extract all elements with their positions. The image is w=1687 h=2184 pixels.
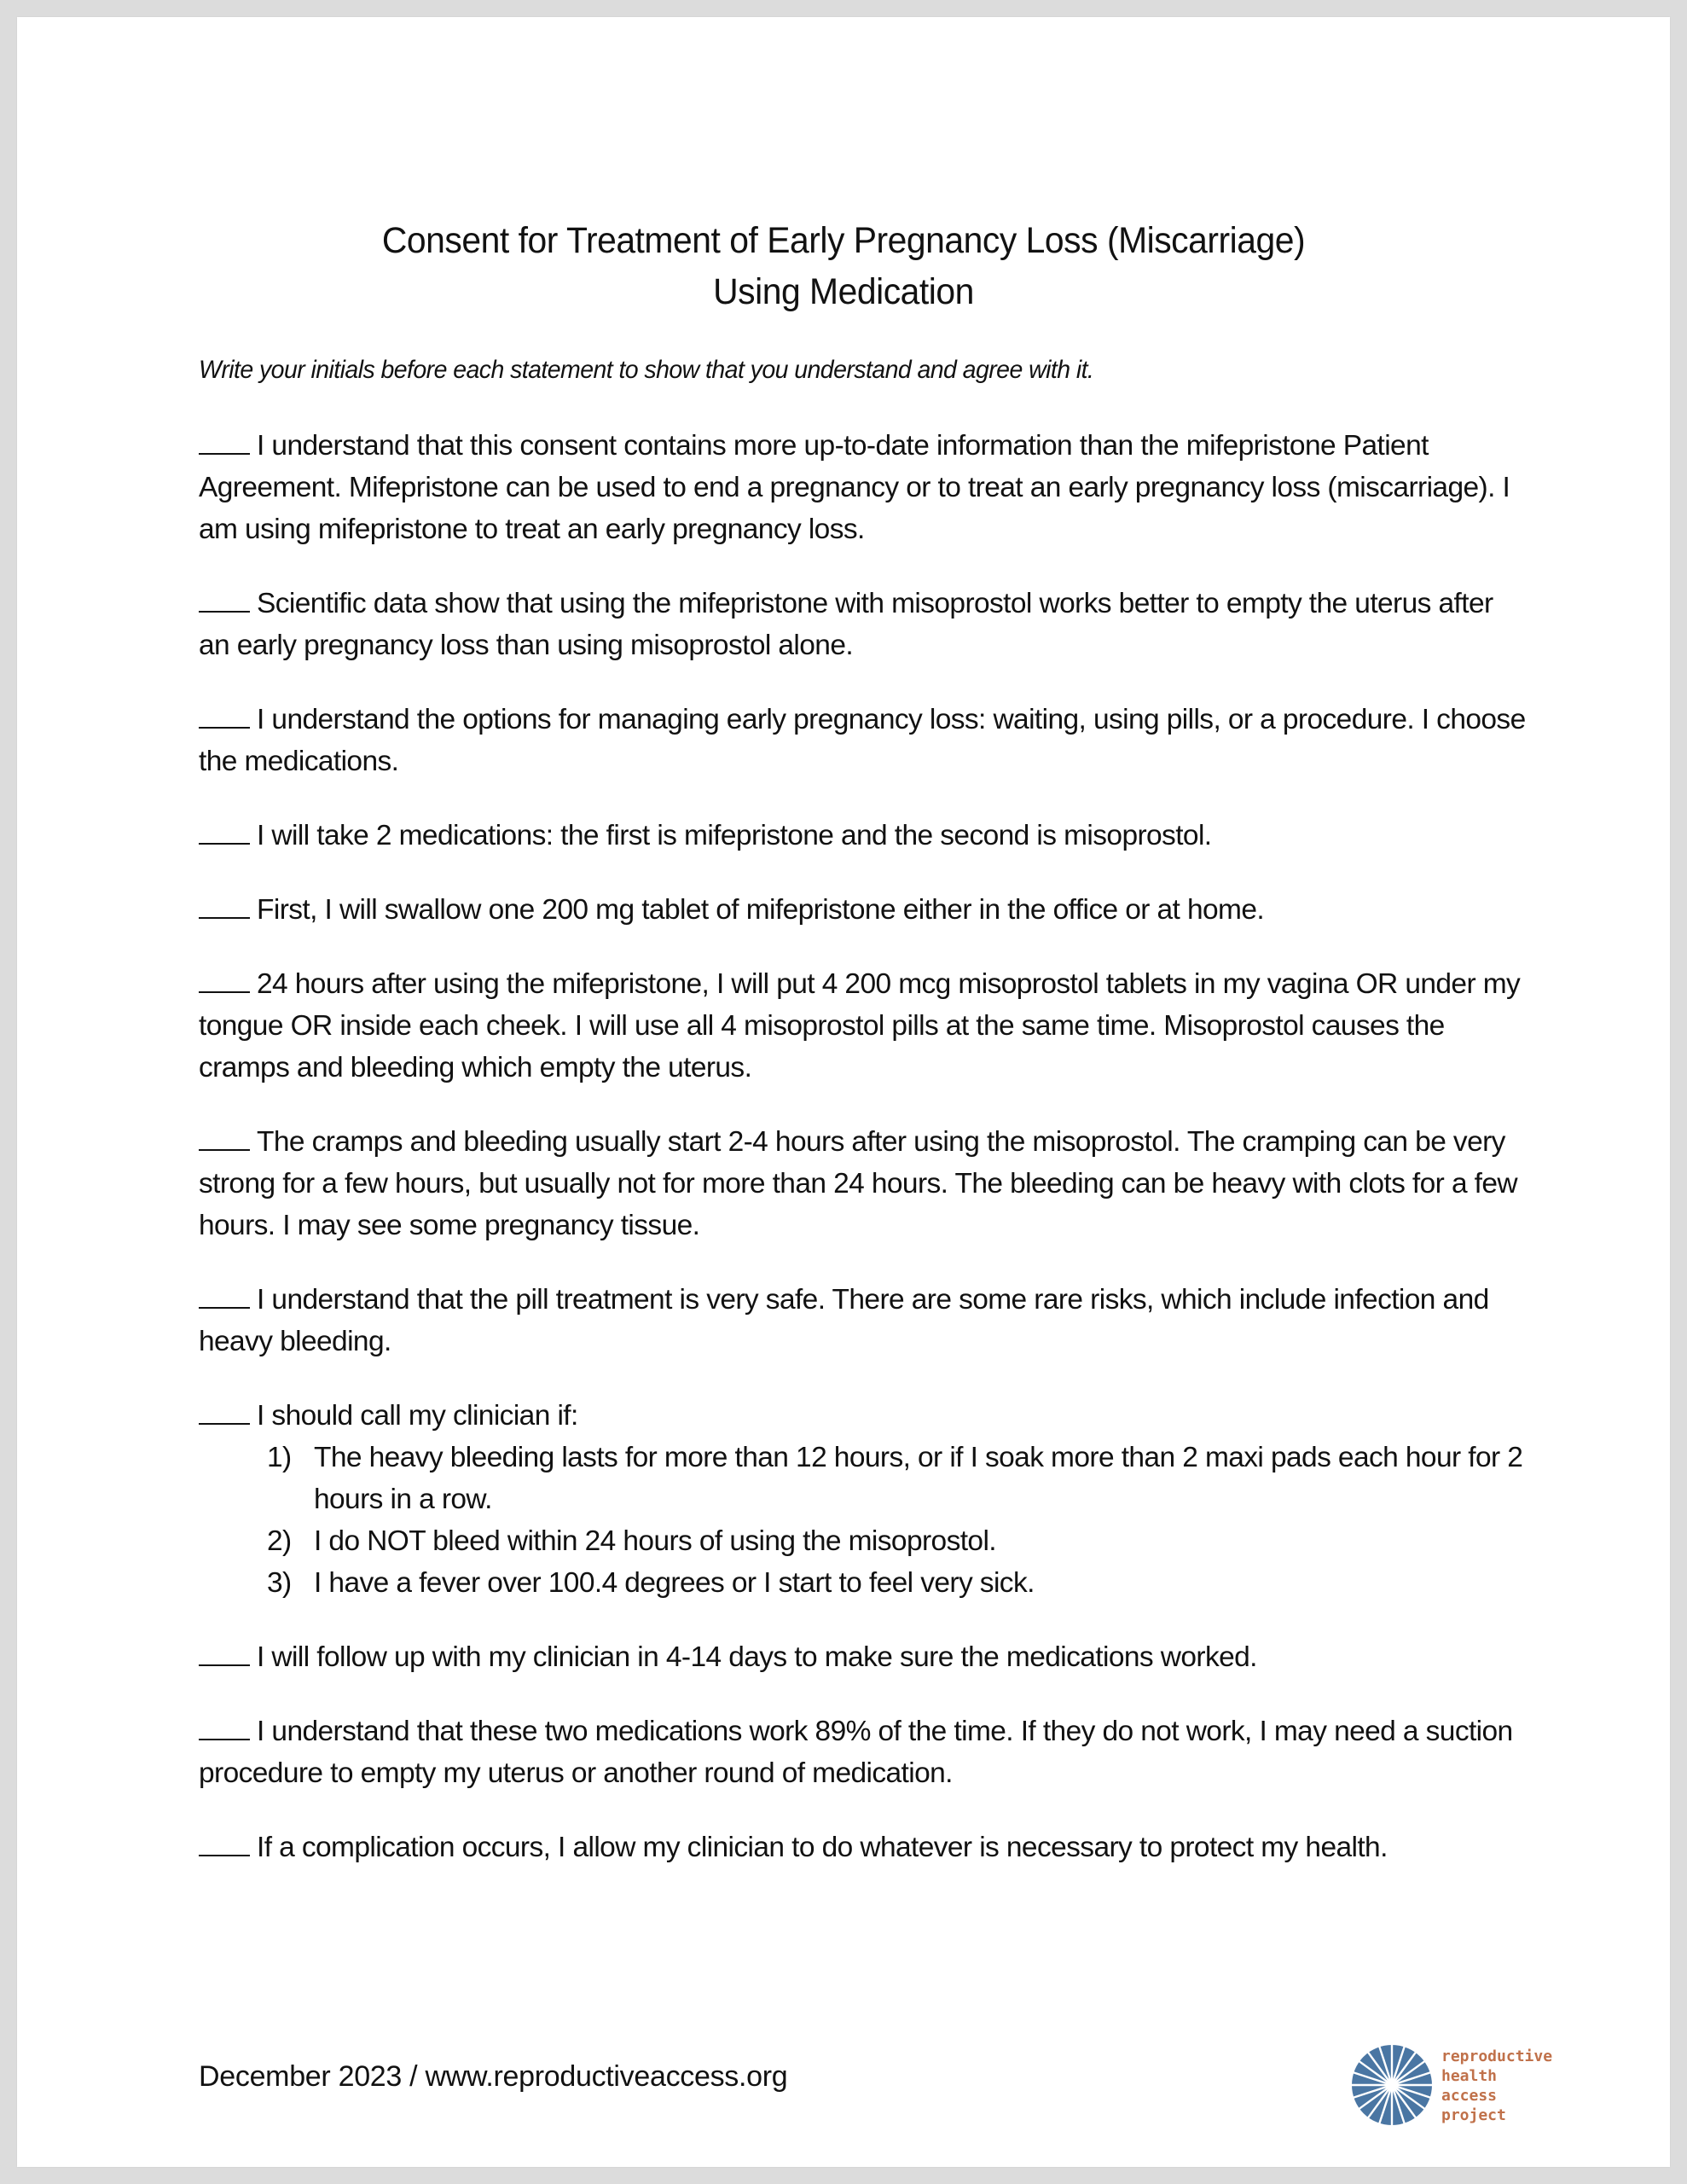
statement: I understand that the pill treatment is very safe. There are some rare risks, which include infection and heavy bleeding. xyxy=(199,1284,1489,1357)
statement: If a complication occurs, I allow my clinician to do whatever is necessary to protect my health. xyxy=(199,1827,1529,1868)
instructions-text: Write your initials before each statement to show that you understand and agree with it. xyxy=(199,356,1094,384)
statement: Scientific data show that using the mifepristone with misoprostol works better to empty the uterus after an early pregnancy loss than using misoprostol alone. xyxy=(199,588,1493,661)
initials-blank[interactable] xyxy=(199,1423,250,1425)
initials-blank[interactable] xyxy=(199,727,250,729)
statement: 24 hours after using the mifepristone, I will put 4 200 mcg misoprostol tablets in my vagina OR under my tongue OR inside each cheek. I will use all 4 misoprostol pills at the same time. Misoprostol causes the cramps and bleeding which empty the uterus. xyxy=(199,968,1521,1083)
condition-item: 3) I have a fever over 100.4 degrees or I start to feel very sick. xyxy=(267,1567,1035,1599)
condition-item: 2) I do NOT bleed within 24 hours of using the misoprostol. xyxy=(267,1525,997,1557)
sunburst-logo-icon xyxy=(1349,2042,1435,2128)
statement: I understand that these two medications work 89% of the time. If they do not work, I may need a suction procedure to empty my uterus or another round of medication. xyxy=(199,1716,1513,1789)
document-title xyxy=(58,215,1628,317)
statement: I understand the options for managing early pregnancy loss: waiting, using pills, or a procedure. I choose the medications. xyxy=(199,704,1526,777)
initials-blank[interactable] xyxy=(199,1149,250,1151)
statement: I will follow up with my clinician in 4-14 days to make sure the medications worked. xyxy=(199,1636,1529,1678)
initials-blank[interactable] xyxy=(199,843,250,845)
initials-blank[interactable] xyxy=(199,1307,250,1309)
call-clinician-list xyxy=(199,1437,1529,1604)
condition-item: 1) The heavy bleeding lasts for more than 12 hours, or if I soak more than 2 maxi pads each hour for 2 hours in a row. xyxy=(267,1442,1523,1515)
statement: I understand that this consent contains more up-to-date information than the mifepristone Patient Agreement. Mifepristone can be used to end a pregnancy or to treat an early pregnancy loss (miscarriage). I am using mifepristone to treat an early pregnancy loss. xyxy=(199,430,1510,545)
initials-blank[interactable] xyxy=(199,991,250,993)
statement: The cramps and bleeding usually start 2-4 hours after using the misoprostol. The cramping can be very strong for a few hours, but usually not for more than 24 hours. The bleeding can be heavy with clots for a few hours. I may see some pregnancy tissue. xyxy=(199,1126,1518,1241)
initials-blank[interactable] xyxy=(199,453,250,455)
title-line-2: Using Medication xyxy=(713,271,974,312)
initials-blank[interactable] xyxy=(199,1664,250,1666)
initials-blank[interactable] xyxy=(199,917,250,919)
initials-blank[interactable] xyxy=(199,1855,250,1856)
document-page xyxy=(17,17,1670,2167)
consent-statements xyxy=(199,425,1529,1901)
footer-text: December 2023 / www.reproductiveaccess.org xyxy=(199,2060,788,2093)
initials-blank[interactable] xyxy=(199,611,250,613)
title-line-1: Consent for Treatment of Early Pregnancy Loss (Miscarriage) xyxy=(381,220,1306,261)
statement: First, I will swallow one 200 mg tablet of mifepristone either in the office or at home. xyxy=(199,889,1529,931)
organization-logo xyxy=(1349,2024,1571,2126)
logo-text: reproductive health access project xyxy=(1441,2048,1553,2124)
initials-blank[interactable] xyxy=(199,1739,250,1740)
statement-call-clinician: I should call my clinician if: 1) The heavy bleeding lasts for more than 12 hours, or if I soak more than 2 maxi pads each hour for 2 hours in a row. 2) I do NOT bleed within 24 hours of using the misoprostol. 3) I have a fever over 100.4 degrees or I start to feel very sick. xyxy=(199,1395,1529,1604)
statement: I will take 2 medications: the first is mifepristone and the second is misoprostol. xyxy=(199,815,1529,857)
